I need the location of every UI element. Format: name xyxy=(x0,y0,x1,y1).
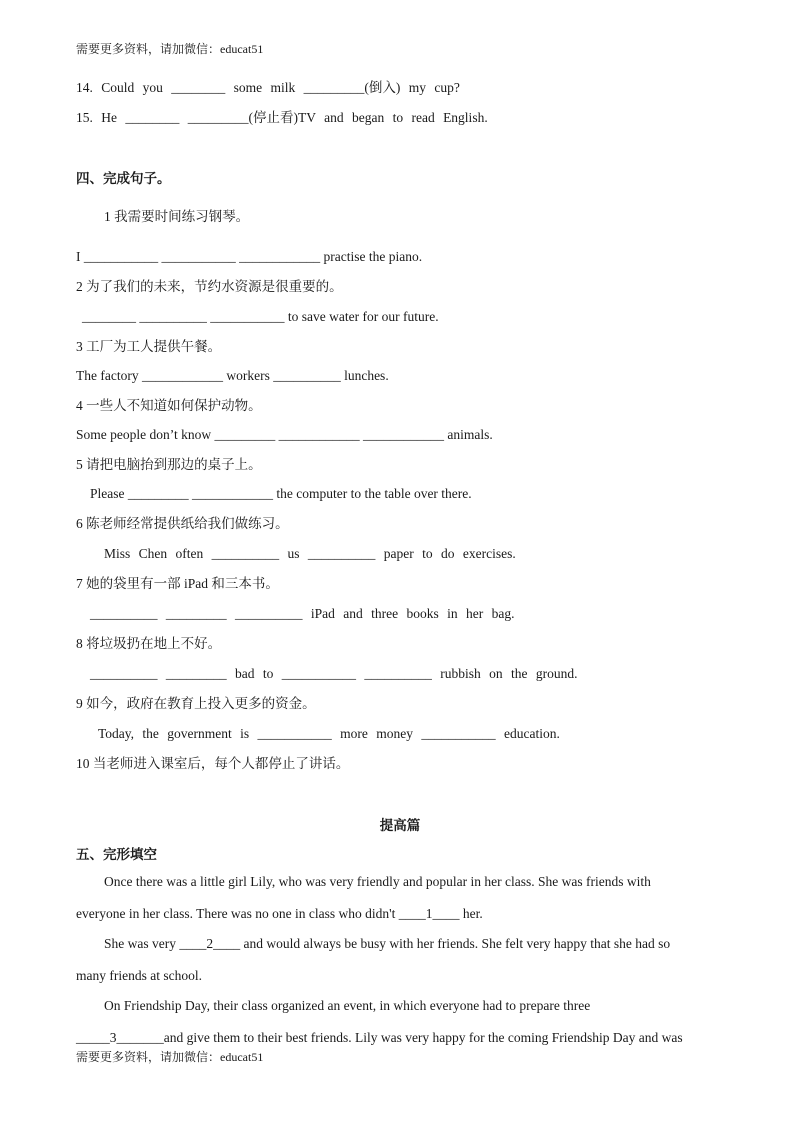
section-5-title: 五、完形填空 xyxy=(76,847,157,862)
s4-item-3-en: The factory ____________ workers __________ lunches. xyxy=(76,368,389,383)
s4-item-1-cn: 1 我需要时间练习钢琴。 xyxy=(104,209,250,224)
s4-item-2-en: ________ __________ ___________ to save water for our future. xyxy=(82,309,439,324)
passage-line-3: She was very ____2____ and would always be busy with her friends. She felt very happy that she had so xyxy=(104,936,671,951)
advanced-section-title: 提高篇 xyxy=(379,818,421,833)
section-4-title: 四、完成句子。 xyxy=(76,171,171,186)
s4-item-10-cn: 10 当老师进入课室后，每个人都停止了讲话。 xyxy=(76,756,350,771)
question-14: 14. Could you ________ some milk _________(倒入) my cup? xyxy=(76,80,460,95)
s4-item-8-cn: 8 将垃圾扔在地上不好。 xyxy=(76,636,222,651)
s4-item-9-en: Today, the government is ___________ more money ___________ education. xyxy=(98,726,560,741)
s4-item-5-cn: 5 请把电脑抬到那边的桌子上。 xyxy=(76,457,262,472)
s4-item-4-en: Some people don’t know _________ ____________ ____________ animals. xyxy=(76,427,493,442)
s4-item-7-cn: 7 她的袋里有一部 iPad 和三本书。 xyxy=(76,576,279,591)
s4-item-7-en: __________ _________ __________ iPad and three books in her bag. xyxy=(90,606,515,621)
s4-item-8-en: __________ _________ bad to ___________ __________ rubbish on the ground. xyxy=(90,666,578,681)
passage-line-2: everyone in her class. There was no one in class who didn't ____1____ her. xyxy=(76,906,483,921)
page-footer: 需要更多资料，请加微信：educat51 xyxy=(76,1050,264,1064)
passage-line-1: Once there was a little girl Lily, who was very friendly and popular in her class. She was friends with xyxy=(104,874,651,889)
s4-item-1-en: I ___________ ___________ ____________ practise the piano. xyxy=(76,249,423,264)
s4-item-3-cn: 3 工厂为工人提供午餐。 xyxy=(76,339,222,354)
s4-item-5-en: Please _________ ____________ the computer to the table over there. xyxy=(90,486,472,501)
s4-item-9-cn: 9 如今，政府在教育上投入更多的资金。 xyxy=(76,696,316,711)
s4-item-6-en: Miss Chen often __________ us __________ paper to do exercises. xyxy=(104,546,516,561)
page-header: 需要更多资料，请加微信：educat51 xyxy=(76,42,264,56)
s4-item-6-cn: 6 陈老师经常提供纸给我们做练习。 xyxy=(76,516,289,531)
passage-line-6: _____3_______and give them to their best friends. Lily was very happy for the coming Friendship Day and was xyxy=(76,1030,683,1045)
passage-line-4: many friends at school. xyxy=(76,968,202,983)
s4-item-4-cn: 4 一些人不知道如何保护动物。 xyxy=(76,398,262,413)
passage-line-5: On Friendship Day, their class organized an event, in which everyone had to prepare three xyxy=(104,998,591,1013)
question-15: 15. He ________ _________(停止看)TV and began to read English. xyxy=(76,110,488,125)
s4-item-2-cn: 2 为了我们的未来，节约水资源是很重要的。 xyxy=(76,279,343,294)
